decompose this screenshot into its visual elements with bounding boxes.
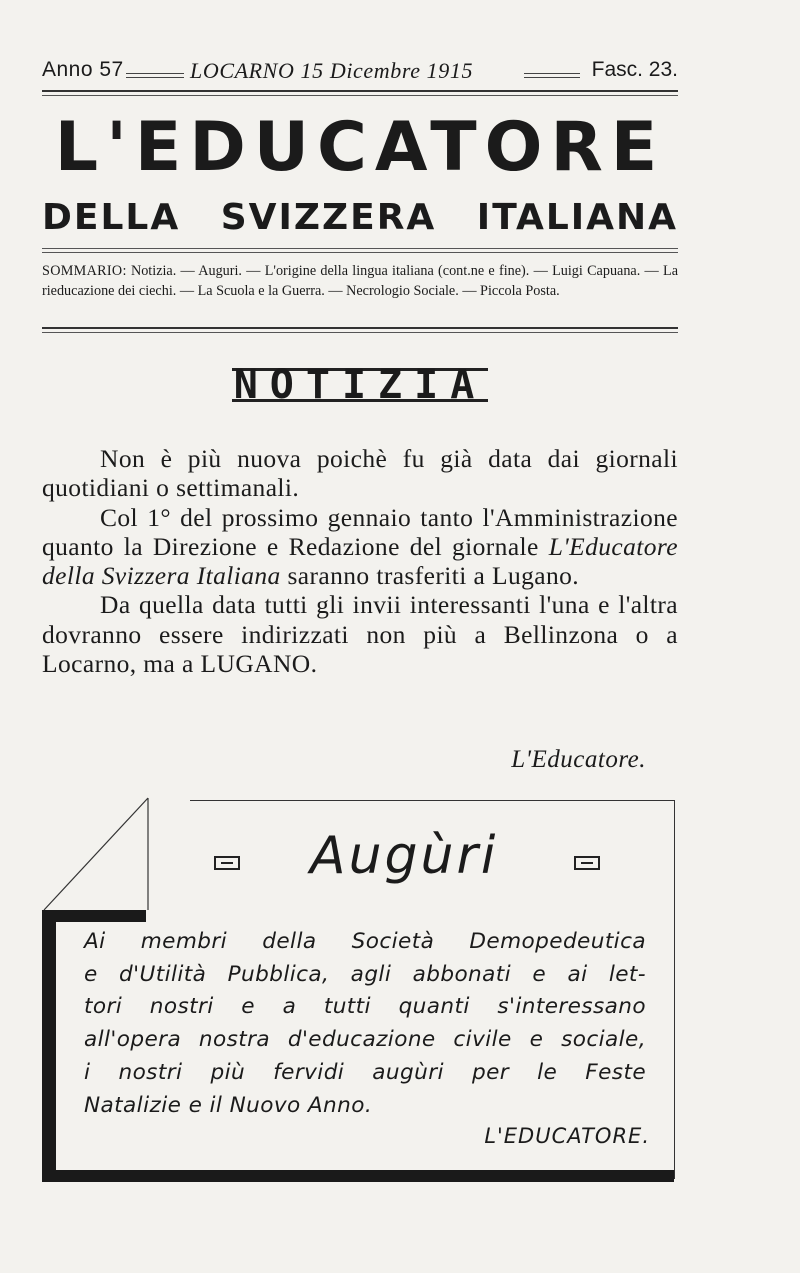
sommario-text: Notizia. — Auguri. — L'origine della lingua italiana (cont.ne e fine). — Luigi Capuana. — La rieducazione dei ciechi. — La Scuola e la Guerra. — Necrologio Sociale. — Piccola Posta.	[42, 263, 678, 299]
auguri-box-top-bar	[42, 910, 146, 922]
top-rule	[42, 90, 678, 92]
subtitle-word-1: DELLA	[42, 197, 181, 238]
notizia-heading: NOTIZIA	[233, 362, 487, 408]
auguri-line: all'opera nostra d'educazione civile e sociale,	[84, 1027, 646, 1053]
notizia-body	[42, 444, 678, 678]
header-dash-right-2	[524, 77, 580, 78]
box-corner-fold	[42, 790, 152, 915]
ornament-right-icon	[574, 856, 600, 870]
header-dash-left	[126, 73, 184, 74]
auguri-text	[84, 926, 646, 1122]
issue-number: Fasc. 23.	[591, 58, 678, 81]
top-rule-thin	[42, 95, 678, 96]
notizia-signature: L'Educatore.	[511, 746, 646, 773]
issue-date: LOCARNO 15 Dicembre 1915	[190, 58, 474, 83]
notizia-paragraph-2: Col 1° del prossimo gennaio tanto l'Amministrazione quanto la Direzione e Redazione del giornale L'Educatore della Svizzera Italiana saranno trasferiti a Lugano.	[42, 502, 678, 591]
table-of-contents	[42, 262, 678, 301]
auguri-box-bottom-bar	[42, 1170, 674, 1182]
ornament-left-icon	[214, 856, 240, 870]
journal-name: L'Educatore della Svizzera Italiana	[42, 531, 678, 591]
masthead-rule-2	[42, 252, 678, 253]
sommario-rule	[42, 327, 678, 329]
sommario-label: SOMMARIO:	[42, 263, 127, 279]
masthead-rule	[42, 248, 678, 249]
notizia-paragraph-3: Da quella data tutti gli invii interessanti l'una e l'altra dovranno essere indirizzati non più a Bellinzona o a Locarno, ma a LUGANO.	[42, 590, 678, 679]
masthead-subtitle	[42, 195, 678, 241]
auguri-line: tori nostri e a tutti quanti s'interessano	[84, 994, 646, 1020]
auguri-line: e d'Utilità Pubblica, agli abbonati e ai let-	[84, 961, 646, 987]
subtitle-word-3: ITALIANA	[476, 197, 678, 238]
auguri-line: Natalizie e il Nuovo Anno.	[84, 1092, 373, 1118]
auguri-line: Ai membri della Società Demopedeutica	[84, 929, 646, 954]
journal-page	[42, 0, 678, 1273]
auguri-line: i nostri più fervidi augùri per le Feste	[84, 1059, 646, 1085]
notizia-paragraph-1: Non è più nuova poichè fu già data dai giornali quotidiani o settimanali.	[42, 444, 678, 503]
auguri-signature: L'EDUCATORE.	[484, 1124, 650, 1148]
auguri-title: Augùri	[310, 826, 499, 886]
header-dash-left-2	[126, 77, 184, 78]
header-dash-right	[524, 73, 580, 74]
sommario-rule-thin	[42, 332, 678, 333]
masthead-title: L'EDUCATORE	[54, 108, 666, 187]
auguri-box-left-bar	[42, 910, 56, 1182]
issue-year: Anno 57	[42, 58, 124, 81]
subtitle-word-2: SVIZZERA	[220, 197, 437, 238]
